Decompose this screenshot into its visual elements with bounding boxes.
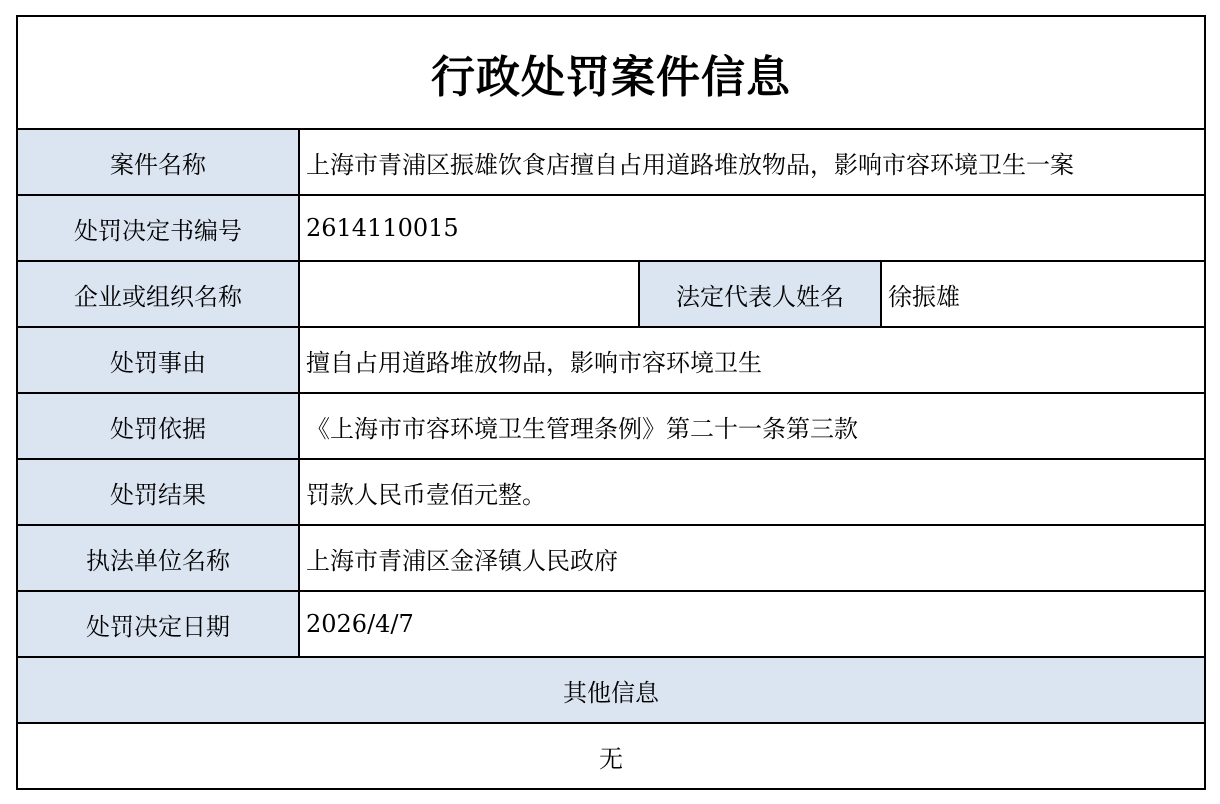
result-label: 处罚结果 bbox=[17, 459, 299, 525]
case-info-table bbox=[16, 15, 1206, 790]
row-decision-no bbox=[17, 195, 1205, 261]
org-name-value bbox=[299, 261, 639, 327]
decision-date-label: 处罚决定日期 bbox=[17, 591, 299, 657]
page-title: 行政处罚案件信息 bbox=[17, 16, 1205, 129]
row-basis bbox=[17, 393, 1205, 459]
org-name-label: 企业或组织名称 bbox=[17, 261, 299, 327]
authority-value: 上海市青浦区金泽镇人民政府 bbox=[299, 525, 1205, 591]
decision-no-label: 处罚决定书编号 bbox=[17, 195, 299, 261]
row-reason bbox=[17, 327, 1205, 393]
basis-label: 处罚依据 bbox=[17, 393, 299, 459]
other-info-heading: 其他信息 bbox=[17, 657, 1205, 723]
reason-value: 擅自占用道路堆放物品，影响市容环境卫生 bbox=[299, 327, 1205, 393]
case-name-value: 上海市青浦区振雄饮食店擅自占用道路堆放物品，影响市容环境卫生一案 bbox=[299, 129, 1205, 195]
row-case-name bbox=[17, 129, 1205, 195]
row-result bbox=[17, 459, 1205, 525]
reason-label: 处罚事由 bbox=[17, 327, 299, 393]
legal-rep-value: 徐振雄 bbox=[881, 261, 1205, 327]
row-authority bbox=[17, 525, 1205, 591]
authority-label: 执法单位名称 bbox=[17, 525, 299, 591]
decision-no-value: 2614110015 bbox=[299, 195, 1205, 261]
basis-value: 《上海市市容环境卫生管理条例》第二十一条第三款 bbox=[299, 393, 1205, 459]
result-value: 罚款人民币壹佰元整。 bbox=[299, 459, 1205, 525]
decision-date-value: 2026/4/7 bbox=[299, 591, 1205, 657]
row-org bbox=[17, 261, 1205, 327]
legal-rep-label: 法定代表人姓名 bbox=[639, 261, 881, 327]
case-name-label: 案件名称 bbox=[17, 129, 299, 195]
other-info-value: 无 bbox=[17, 723, 1205, 789]
row-decision-date bbox=[17, 591, 1205, 657]
